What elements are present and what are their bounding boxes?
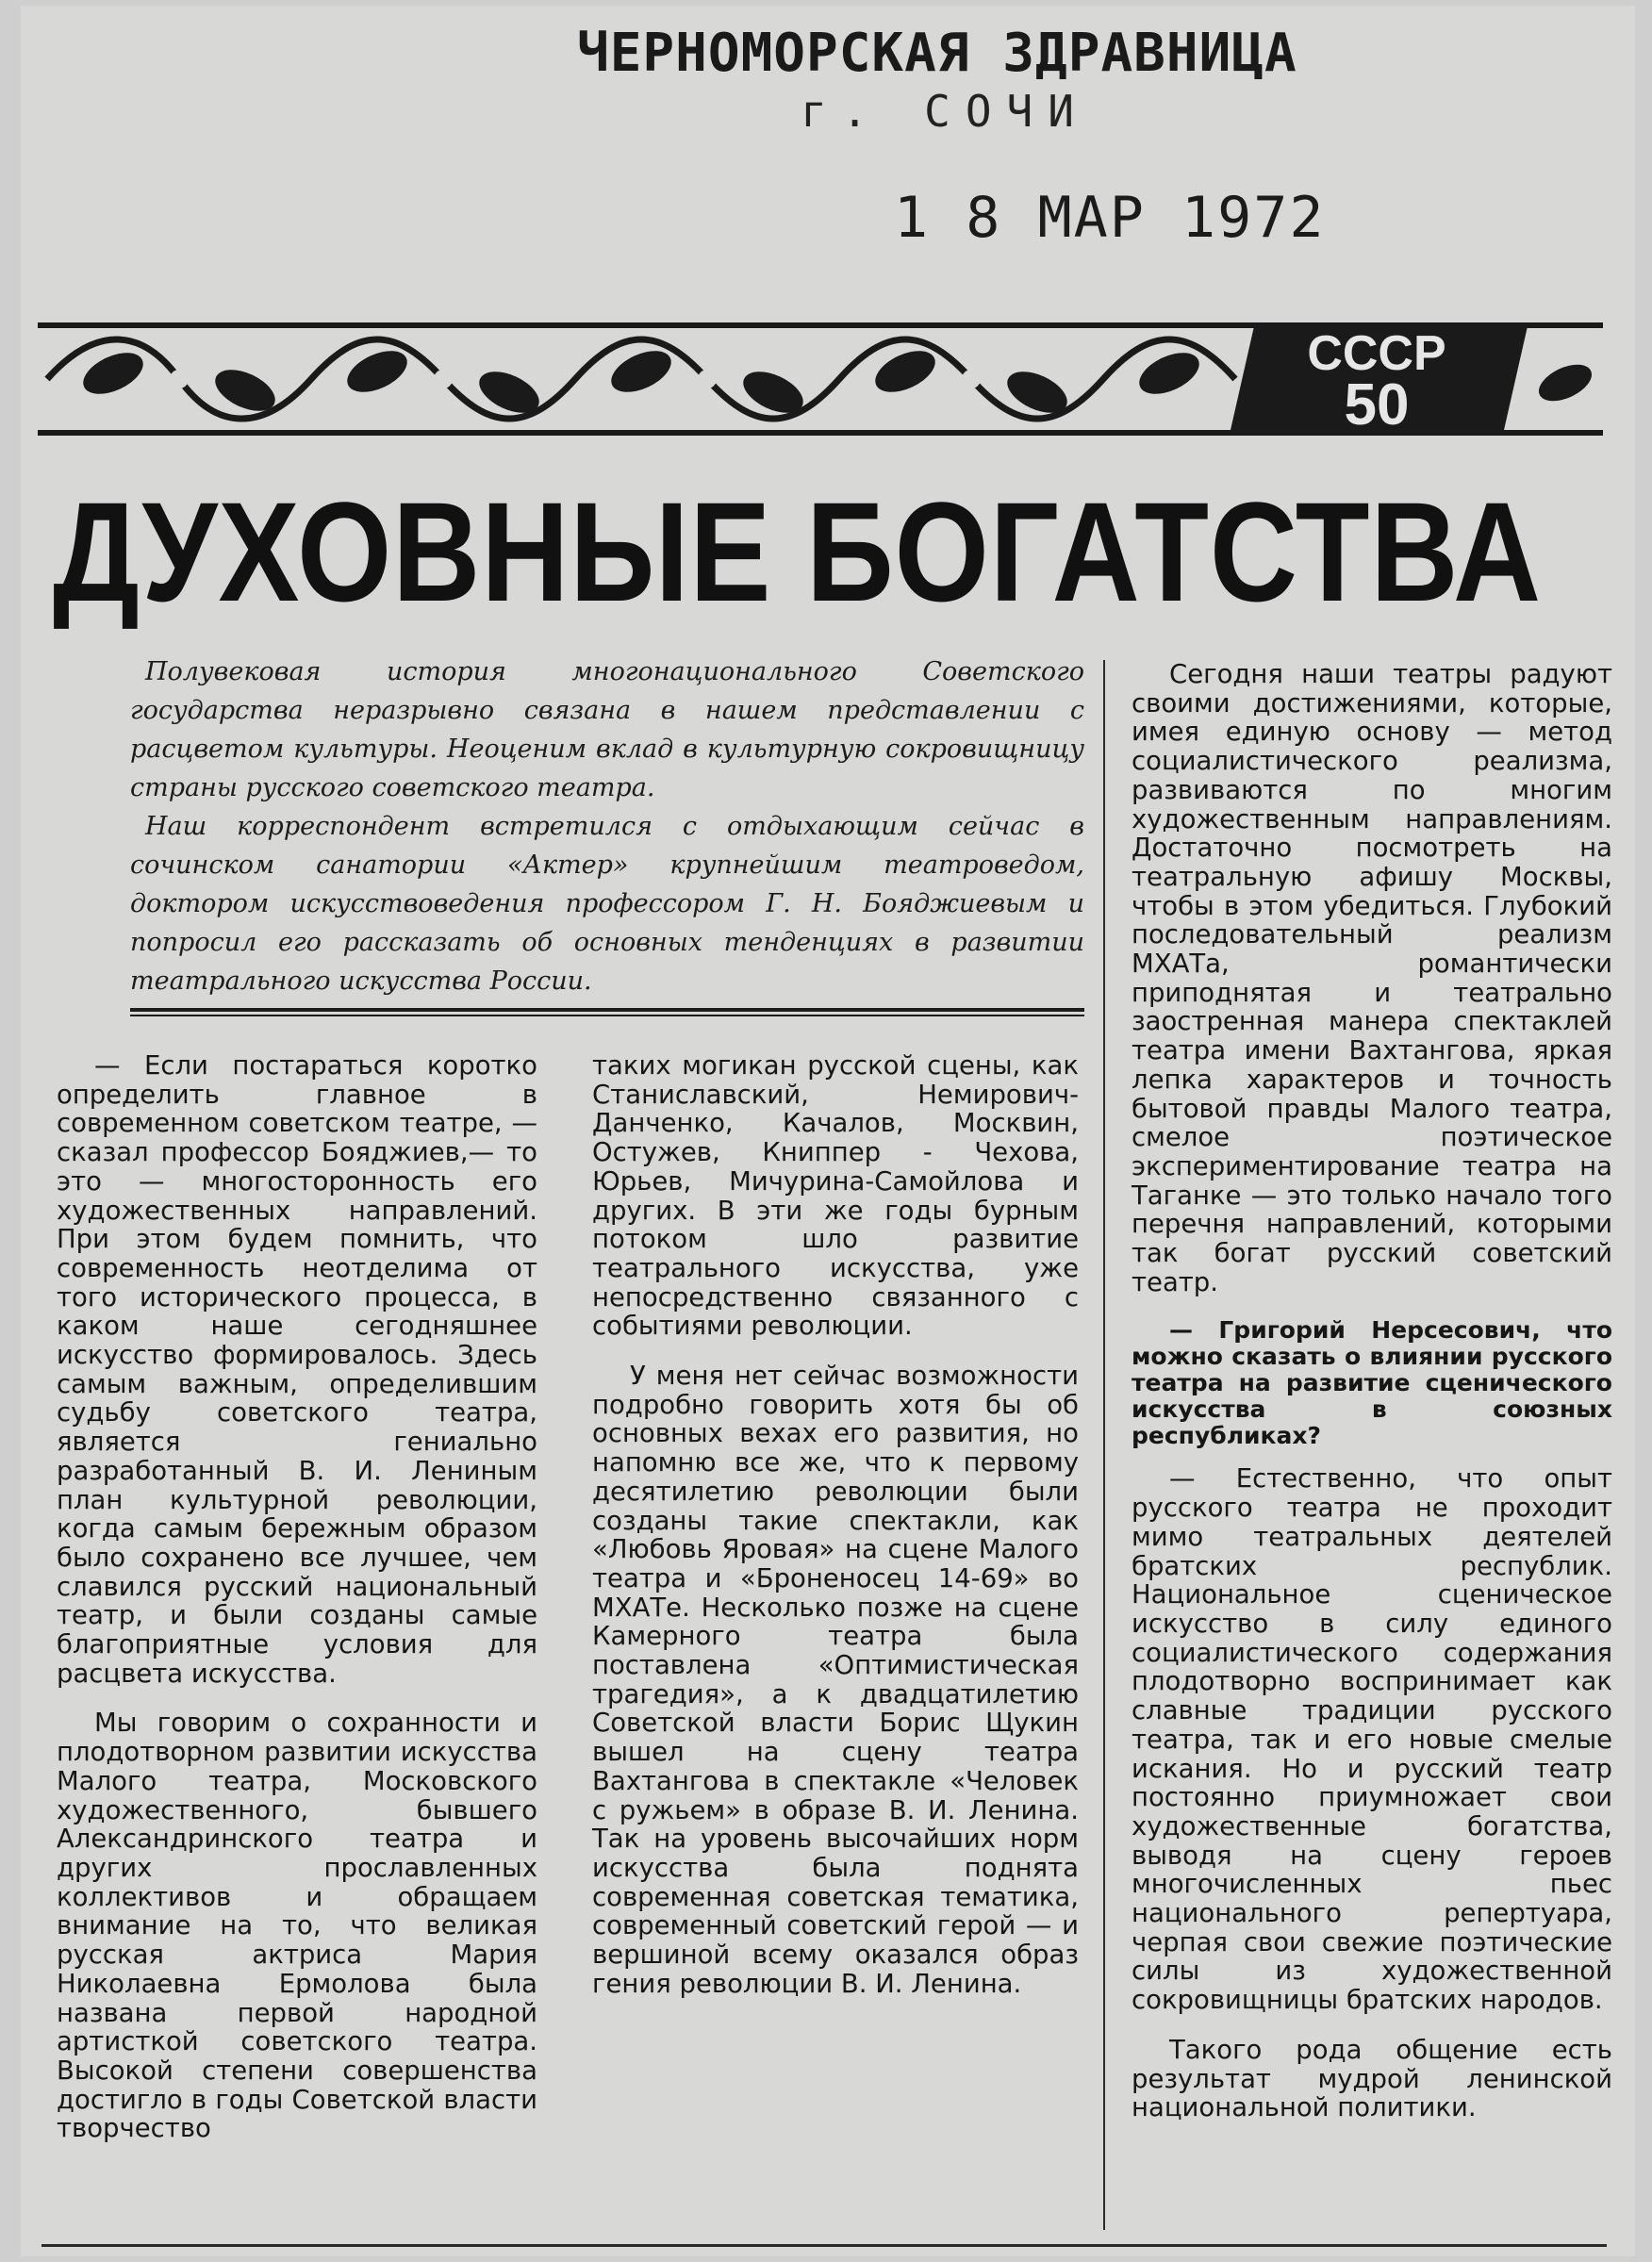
article-paragraph: Сегодня наши театры радуют своими достижениями, которые, имея единую основу — метод социалистического реализма, развиваются по многим художественным направлениям. Достаточно посмотреть на театральную афишу Москвы, чтобы в этом убедиться. Глубокий последовательный реализм МХАТа, романтически приподнятая и театрально заостренная манера спектаклей театра имени Вахтангова, яркая лепка характеров и точность бытовой правды Малого театра, смелое поэтическое экспериментирование театра на Таганке — это только начало того перечня направлений, которыми так богат русский советский театр.: [1132, 659, 1612, 1297]
lead-block: [130, 652, 1084, 1016]
column-divider: [1103, 660, 1105, 2230]
article-column-1: [57, 1051, 537, 2164]
stamp-city: г. СОЧИ: [801, 86, 1089, 137]
article-paragraph: — Если постараться коротко определить главное в современном советском театре, — сказал профессор Бояджиев,— то это — многосторонность его художественных направлений. При этом будем помнить, что современность неотделима от того исторического процесса, в каком наше сегодняшнее искусство формировалось. Здесь самым важным, определившим судьбу советского театра, является гениально разработанный В. И. Лениным план культурной революции, когда самым бережным образом было сохранено все лучшее, чем славился русский национальный театр, и были созданы самые благоприятные условия для расцвета искусства.: [57, 1050, 537, 1689]
lead-rule: [130, 1008, 1084, 1012]
headline: ДУХОВНЫЕ БОГАТСТВА: [53, 472, 1542, 631]
article-paragraph: таких могикан русской сцены, как Станиславский, Немирович-Данченко, Качалов, Москвин, Остужев, Книппер - Чехова, Юрьев, Мичурина-Самойлова и других. В эти же годы бурным потоком шло развитие театрального искусства, уже непосредственно связанного с событиями революции.: [592, 1050, 1079, 1342]
lead-paragraph: Наш корреспондент встретился с отдыхающим сейчас в сочинском санатории «Актер» крупнейшим театроведом, доктором искусствоведения профессором Г. Н. Бояджиевым и попросил его рассказать об основных тенденциях в развитии театрального искусства России.: [130, 812, 1084, 996]
article-column-3: [1132, 660, 1612, 2143]
ornament-banner: [38, 317, 1603, 441]
article-column-2: [592, 1051, 1079, 2020]
lead-paragraph: Полувековая история многонационального Советского государства неразрывно связана в нашем представлении с расцветом культуры. Неоценим вклад в культурную сокровищницу страны русского советского театра.: [130, 657, 1084, 802]
stamp-date: 1 8 МАР 1972: [894, 185, 1326, 251]
article-paragraph: — Естественно, что опыт русского театра не проходит мимо театральных деятелей братских республик. Национальное сценическое искусство в силу единого социалистического содержания плодотворно воспринимает как славные традиции русского театра, так и его новые смелые искания. Но и русский театр постоянно приумножает свои художественные богатства, выводя на сцену героев многочисленных пьес национального репертуара, черпая свои свежие поэтические силы из художественной сокровищницы братских народов.: [1132, 1463, 1612, 2016]
badge-line2: 50: [1344, 372, 1410, 438]
article-paragraph: У меня нет сейчас возможности подробно говорить хотя бы об основных вехах его развития, но напомню все же, что к первому десятилетию революции были созданы такие спектакли, как «Любовь Яровая» на сцене Малого театра и «Броненосец 14-69» во МХАТе. Несколько позже на сцене Камерного театра была поставлена «Оптимистическая трагедия», а к двадцатилетию Советской власти Борис Щукин вышел на сцену театра Вахтангова в спектакле «Человек с ружьем» в образе В. И. Ленина. Так на уровень высочайших норм искусства была поднята современная советская тематика, современный советский герой — и вершиной всему оказался образ гения революции В. И. Ленина.: [592, 1361, 1079, 1999]
article-paragraph: Такого рода общение есть результат мудрой ленинской национальной политики.: [1132, 2034, 1612, 2123]
bottom-rule: [41, 2244, 1607, 2247]
interview-question: — Григорий Нерсесович, что можно сказать о влиянии русского театра на развитие сценического искусства в союзных республиках?: [1132, 1316, 1612, 1450]
badge-line1: СССР: [1307, 326, 1446, 381]
ussr-50-badge: [1231, 326, 1528, 438]
lead-text: [130, 652, 1084, 1000]
article-paragraph: Мы говорим о сохранности и плодотворном развитии искусства Малого театра, Московского художественного, бывшего Александринского театра и других прославленных коллективов и обращаем внимание на то, что великая русская актриса Мария Николаевна Ермолова была названа первой народной артисткой советского театра. Высокой степени совершенства достигло в годы Советской власти творчество: [57, 1708, 537, 2144]
lead-rule-thin: [130, 1015, 1084, 1016]
stamp-newspaper-name: ЧЕРНОМОРСКАЯ ЗДРАВНИЦА: [577, 23, 1297, 84]
newspaper-stamp: [577, 23, 1297, 137]
